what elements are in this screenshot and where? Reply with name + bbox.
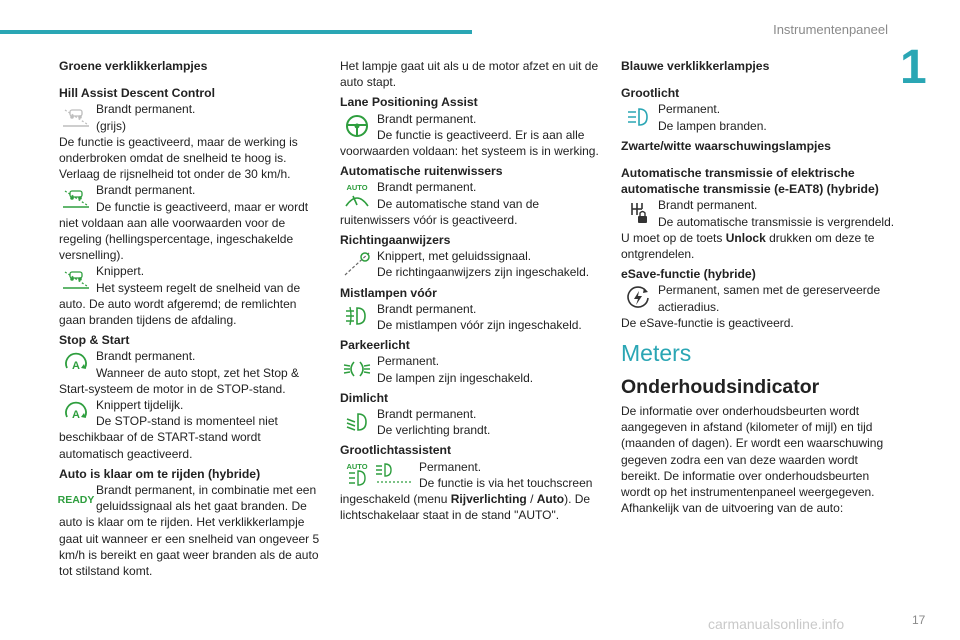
heading-blue-lamps: Blauwe verklikkerlampjes [621, 59, 770, 73]
fog-title: Mistlampen vóór [340, 285, 437, 300]
hadc-item-gray [59, 101, 323, 182]
hba-line1: Permanent. [419, 459, 482, 474]
column-left [59, 58, 323, 579]
wipers-title: Automatische ruitenwissers [340, 164, 503, 179]
hadc-item-flash [59, 263, 323, 328]
stopstart-i1-line1: Brandt permanent. [96, 349, 196, 364]
steering-wheel-icon [340, 111, 374, 142]
unlock-key: Unlock [725, 230, 766, 245]
highbeam-item [621, 101, 897, 133]
heading-bw-lamps: Zwarte/witte waarschuwingslampjes [621, 138, 831, 153]
hadc-item-green [59, 182, 323, 263]
gear-lock-icon [621, 197, 655, 228]
heading-green-lamps: Groene verklikkerlampjes [59, 59, 208, 73]
meters-heading: Meters [621, 340, 692, 367]
hba-text: De functie is via het touchscreen ingeschakeld (menu Rijverlichting / Auto). De lichtschakelaar staat in de stand "AUTO". [340, 475, 593, 523]
fog-text: De mistlampen vóór zijn ingeschakeld. [377, 318, 582, 333]
indicators-line1: Knippert, met geluidssignaal. [377, 249, 532, 264]
column-middle [340, 58, 604, 523]
dipped-line1: Brandt permanent. [377, 407, 477, 422]
hadc-i1-text: De functie is geactiveerd, maar de werking is onderbroken omdat de snelheid te hoog is. Verlaag de rijsnelheid tot onder de 30 km/h. [59, 134, 298, 182]
hadc-title: Hill Assist Descent Control [59, 86, 215, 101]
parking-line1: Permanent. [377, 354, 440, 369]
column-right [621, 58, 897, 516]
indicators-title: Richtingaanwijzers [340, 233, 451, 248]
indicators-item [340, 248, 604, 280]
hadc-i3-line1: Knippert. [96, 264, 145, 279]
hadc-i2-line1: Brandt permanent. [96, 183, 196, 198]
svg-text:A: A [72, 359, 80, 372]
svg-text:READY: READY [57, 493, 95, 506]
auto-wiper-icon [340, 179, 374, 210]
esave-title: eSave-functie (hybride) [621, 267, 756, 282]
front-fog-icon [340, 301, 374, 332]
parking-text: De lampen zijn ingeschakeld. [377, 370, 534, 385]
stopstart-item-1 [59, 348, 323, 397]
esave-line1: Permanent, samen met de gereserveerde actieradius. [658, 283, 881, 314]
svg-text:A: A [72, 408, 80, 421]
menu-auto: Auto [536, 492, 565, 507]
stopstart-i1-text: Wanneer de auto stopt, zet het Stop & Start-systeem de motor in de STOP-stand. [59, 365, 300, 396]
hill-descent-icon [59, 182, 93, 213]
lpa-line1: Brandt permanent. [377, 111, 477, 126]
stopstart-title: Stop & Start [59, 333, 130, 348]
intro-text: Het lampje gaat uit als u de motor afzet en uit de auto stapt. [340, 59, 599, 90]
header-accent-bar [0, 30, 472, 34]
lpa-item [340, 111, 604, 160]
hadc-i3-text: Het systeem regelt de snelheid van de auto. De auto wordt afgeremd; de remlichten gaan branden tijdens de afdaling. [59, 280, 301, 328]
turn-signal-icon [340, 248, 374, 279]
service-indicator-text: De informatie over onderhoudsbeurten wordt aangegeven in afstand (kilometer of mijl) en tijd (maanden of dagen). Er wordt een waarschuwing gegeven zodra een van deze waarden wordt bereikt. De informatie over onderhoudsbeurten wordt op het instrumentenpaneel weergegeven. Afhankelijk van de uitvoering van de auto: [621, 404, 884, 516]
lpa-text: De functie is geactiveerd. Er is aan alle voorwaarden voldaan: het systeem is in werking. [340, 127, 599, 159]
gearbox-title: Automatische transmissie of elektrische automatische transmissie (e-EAT8) (hybride) [621, 166, 879, 197]
gearbox-text: De automatische transmissie is vergrendeld. [658, 214, 895, 229]
dipped-text: De verlichting brandt. [377, 423, 491, 438]
hadc-i2-text: De functie is geactiveerd, maar er wordt niet voldaan aan alle voorwaarden voor de regeling (hellingspercentage, ingeschakelde versnelling). [59, 199, 309, 263]
ready-title: Auto is klaar om te rijden (hybride) [59, 466, 261, 481]
gearbox-line1: Brandt permanent. [658, 198, 758, 213]
service-indicator-title: Onderhoudsindicator [621, 376, 820, 399]
hadc-i1-line1: Brandt permanent. [96, 102, 196, 117]
highbeam-text: De lampen branden. [658, 118, 767, 133]
dipped-item [340, 406, 604, 438]
stopstart-i2-text: De STOP-stand is momenteel niet beschikbaar of de START-stand wordt automatisch geactiveerd. [59, 414, 278, 461]
parking-title: Parkeerlicht [340, 338, 410, 353]
highbeam-title: Grootlicht [621, 86, 680, 101]
high-beam-icon [621, 101, 655, 132]
parking-light-icon [340, 353, 374, 384]
high-beam-assist-icon [340, 459, 416, 490]
ready-item [59, 482, 323, 579]
esave-text: De eSave-functie is geactiveerd. [621, 315, 794, 330]
esave-icon [621, 282, 655, 313]
dipped-beam-icon [340, 406, 374, 437]
dipped-title: Dimlicht [340, 390, 389, 405]
ready-icon [59, 482, 93, 513]
hill-descent-icon [59, 101, 93, 132]
highbeam-line1: Permanent. [658, 102, 721, 117]
stopstart-i2-line1: Knippert tijdelijk. [96, 398, 184, 413]
ready-text: Brandt permanent, in combinatie met een geluidssignaal als het gaat branden. De auto is klaar om te rijden. Het verklikkerlampje gaat uit wanneer er een snelheid van ongeveer 5 km/h is bereikt en gaat weer branden als de auto tot stilstand komt. [59, 483, 320, 579]
svg-text:AUTO: AUTO [346, 462, 368, 472]
menu-lighting: Rijverlichting [450, 492, 527, 507]
chapter-number: 1 [900, 41, 927, 94]
wipers-item [340, 179, 604, 228]
indicators-text: De richtingaanwijzers zijn ingeschakeld. [377, 265, 590, 280]
hba-item [340, 459, 604, 524]
stop-start-icon [59, 348, 93, 379]
wipers-line1: Brandt permanent. [377, 180, 477, 195]
hill-descent-icon [59, 263, 93, 294]
fog-item [340, 301, 604, 333]
esave-item [621, 282, 897, 331]
stopstart-item-2 [59, 397, 323, 462]
page-number: 17 [912, 613, 926, 627]
gearbox-unlock-text: U moet op de toets Unlock drukken om deze te ontgrendelen. [621, 230, 875, 262]
wipers-text: De automatische stand van de ruitenwissers vóór is geactiveerd. [340, 196, 540, 227]
gearbox-item [621, 197, 897, 262]
hadc-i1-line2: (grijs) [96, 118, 126, 133]
section-title: Instrumentenpaneel [773, 22, 888, 37]
lpa-title: Lane Positioning Assist [340, 95, 478, 110]
hba-title: Grootlichtassistent [340, 443, 452, 458]
stop-start-icon [59, 397, 93, 428]
fog-line1: Brandt permanent. [377, 301, 477, 316]
svg-text:AUTO: AUTO [346, 182, 368, 192]
parking-item [340, 353, 604, 385]
watermark: carmanualsonline.info [708, 616, 845, 632]
